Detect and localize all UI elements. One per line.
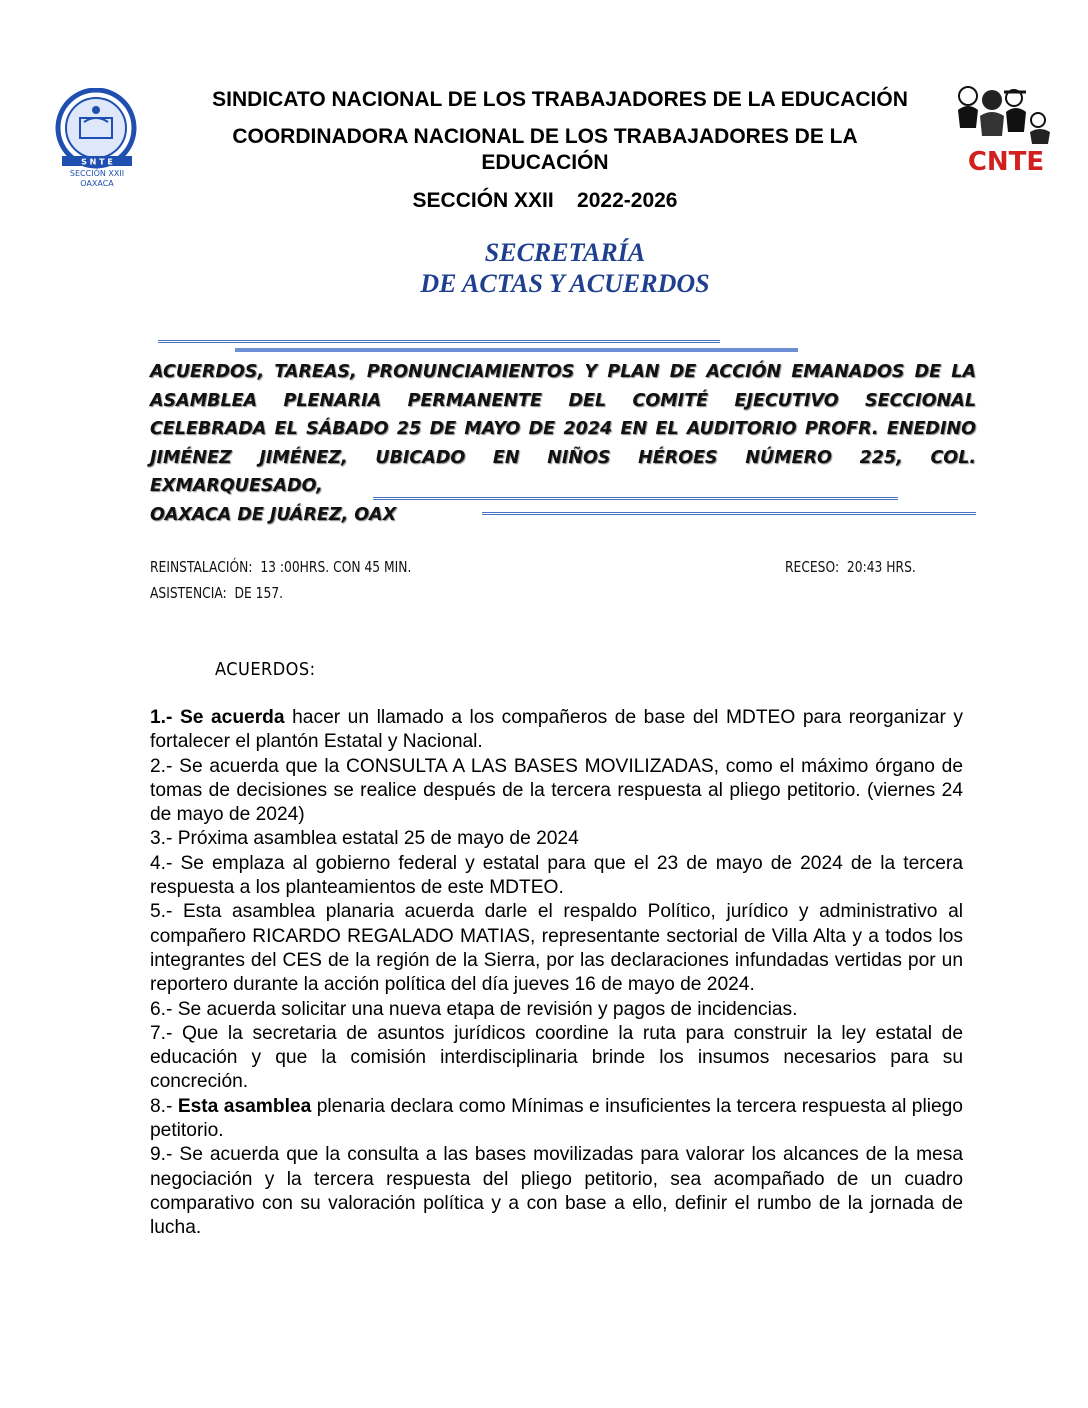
acuerdo-item: 9.- Se acuerda que la consulta a las bases movilizadas para valorar los alcances de la mesa negociación y la tercera respuesta del pliego petitorio, sea acompañado de un cuadro comparativo con su valoración política y a con base a ello, definir el rumbo de la jornada de lucha. xyxy=(150,1144,963,1239)
divider-line xyxy=(158,340,720,343)
svg-text:CNTE: CNTE xyxy=(967,147,1045,177)
acuerdos-list xyxy=(150,706,963,1241)
intro-last-line: OAXACA DE JUÁREZ, OAX xyxy=(150,504,397,525)
acuerdo-text: plenaria declara como Mínimas e insuficientes la tercera respuesta al pliego petitorio. xyxy=(150,1095,963,1142)
secretaria-title: SECRETARÍA xyxy=(484,238,646,267)
divider-line xyxy=(235,348,798,352)
snte-seal-logo-icon xyxy=(50,88,145,198)
divider-line xyxy=(373,497,898,500)
acuerdo-item: 7.- Que la secretaria de asuntos jurídicos coordine la ruta para construir la ley estatal de educación y que la comisión interdisciplinaria brinde los insumos necesarios para su concreción. xyxy=(150,1022,963,1093)
acuerdo-item: 3.- Próxima asamblea estatal 25 de mayo de 2024 xyxy=(150,828,579,850)
header-section-period: SECCIÓN XXII 2022-2026 xyxy=(412,189,678,212)
intro-body: ACUERDOS, TAREAS, PRONUNCIAMIENTOS Y PLAN DE ACCIÓN EMANADOS DE LA ASAMBLEA PLENARIA PERMANENTE DEL COMITÉ EJECUTIVO SECCIONAL CELEBRADA EL SÁBADO 25 DE MAYO DE 2024 EN EL AUDITORIO PROFR. ENEDINO JIMÉNEZ JIMÉNEZ, UBICADO EN NIÑOS HÉROES NÚMERO 225, COL. EXMARQUESADO, xyxy=(150,362,976,496)
acuerdo-text: hacer un llamado a los compañeros de base del MDTEO para reorganizar y fortalecer el plantón Estatal y Nacional. xyxy=(150,707,963,753)
acuerdo-bold-lead: 1.- Se acuerda xyxy=(150,707,285,728)
acuerdo-item: 5.- Esta asamblea planaria acuerda darle el respaldo Político, jurídico y administrativo al compañero RICARDO REGALADO MATIAS, representante sectorial de Villa Alta y a todos los integrantes del CES de la región de la Sierra, por las declaraciones infundadas vertidas por un reportero durante la acción política del día jueves 16 de mayo de 2024. xyxy=(150,901,963,996)
svg-text:SECCIÓN XXII: SECCIÓN XXII xyxy=(69,169,125,178)
header-union-name: SINDICATO NACIONAL DE LOS TRABAJADORES DE LA EDUCACIÓN xyxy=(212,88,908,111)
acuerdo-item: 6.- Se acuerda solicitar una nueva etapa de revisión y pagos de incidencias. xyxy=(150,998,798,1020)
acuerdo-item: 2.- Se acuerda que la CONSULTA A LAS BASES MOVILIZADAS, como el máximo órgano de tomas de decisiones se realice después de la tercera respuesta al pliego petitorio. (viernes 24 de mayo de 2024) xyxy=(150,755,963,826)
svg-text:OAXACA: OAXACA xyxy=(80,179,114,188)
header-coordinadora-name: COORDINADORA NACIONAL DE LOS TRABAJADORES DE LA EDUCACIÓN xyxy=(232,125,858,174)
reinstalacion-info: REINSTALACIÓN: 13 :00HRS. CON 45 MIN. xyxy=(150,558,412,576)
acuerdo-item: 4.- Se emplaza al gobierno federal y estatal para que el 23 de mayo de 2024 de la tercera respuesta a los planteamientos de este MDTEO. xyxy=(150,852,963,899)
acuerdo-item xyxy=(150,1095,963,1144)
acuerdo-bold-lead: Esta asamblea xyxy=(177,1095,312,1117)
acuerdos-heading: ACUERDOS: xyxy=(215,659,316,680)
intro-statement xyxy=(150,358,976,529)
asistencia-info: ASISTENCIA: DE 157. xyxy=(150,584,284,602)
receso-info: RECESO: 20:43 HRS. xyxy=(785,558,916,576)
svg-text:S N T E: S N T E xyxy=(81,157,113,167)
divider-line xyxy=(482,512,976,515)
acuerdo-number: 8.- xyxy=(150,1095,178,1117)
secretaria-subtitle: DE ACTAS Y ACUERDOS xyxy=(420,269,710,298)
acuerdo-item xyxy=(150,706,963,755)
